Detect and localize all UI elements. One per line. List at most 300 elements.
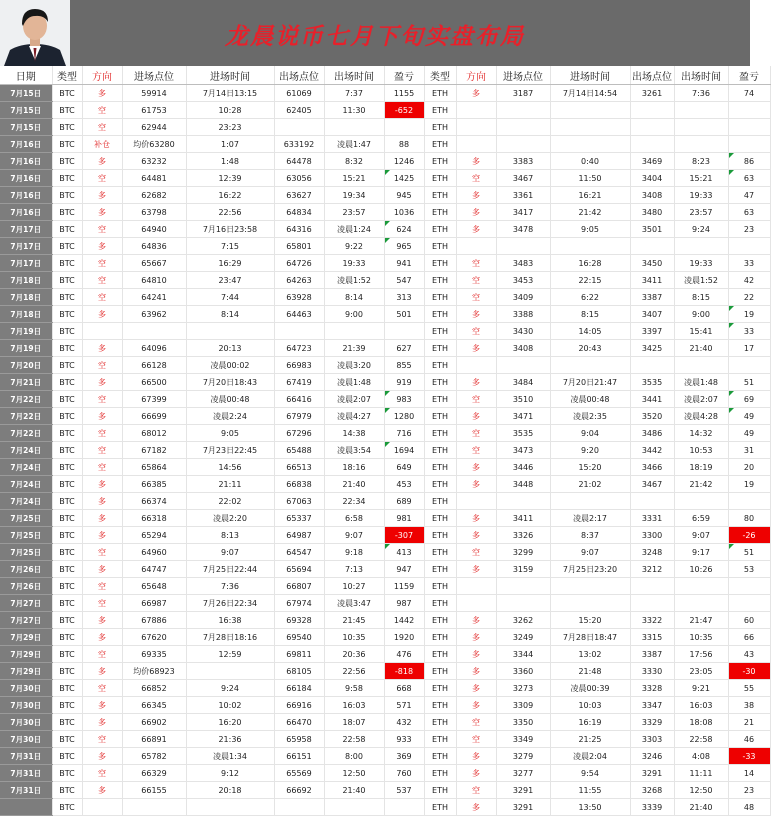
btc-exit-price-cell: 61069 (274, 85, 324, 102)
table-row (0, 595, 770, 612)
btc-pnl-cell: 1159 (384, 578, 424, 595)
btc-entry-price-cell: 65294 (122, 527, 186, 544)
table-row (0, 408, 770, 425)
eth-direction-cell: 多 (456, 612, 496, 629)
btc-pnl-cell: 1920 (384, 629, 424, 646)
date-cell: 7月15日 (0, 102, 52, 119)
eth-type-cell: ETH (424, 136, 456, 153)
date-cell: 7月27日 (0, 612, 52, 629)
btc-direction-cell: 多 (82, 612, 122, 629)
eth-pnl-cell: -30 (728, 663, 770, 680)
eth-direction-cell: 多 (456, 476, 496, 493)
table-row (0, 561, 770, 578)
eth-direction-cell: 多 (456, 748, 496, 765)
btc-entry-price-cell: 66987 (122, 595, 186, 612)
btc-exit-price-cell: 633192 (274, 136, 324, 153)
eth-type-cell: ETH (424, 425, 456, 442)
eth-pnl-cell: 20 (728, 459, 770, 476)
date-cell: 7月31日 (0, 748, 52, 765)
btc-pnl-cell: 369 (384, 748, 424, 765)
eth-direction-cell: 空 (456, 289, 496, 306)
btc-exit-time-cell: 凌晨1:48 (324, 374, 384, 391)
eth-entry-time-cell: 9:04 (550, 425, 630, 442)
btc-entry-price-cell: 65782 (122, 748, 186, 765)
btc-pnl-cell: 716 (384, 425, 424, 442)
btc-pnl-cell: -307 (384, 527, 424, 544)
btc-type-cell: BTC (52, 85, 82, 102)
btc-entry-price-cell: 69335 (122, 646, 186, 663)
eth-entry-time-cell: 凌晨00:48 (550, 391, 630, 408)
eth-direction-cell: 空 (456, 782, 496, 799)
btc-pnl-cell: 919 (384, 374, 424, 391)
btc-entry-price-cell: 61753 (122, 102, 186, 119)
btc-pnl-cell: 668 (384, 680, 424, 697)
btc-entry-price-cell: 59914 (122, 85, 186, 102)
btc-type-cell: BTC (52, 204, 82, 221)
eth-direction-cell: 多 (456, 646, 496, 663)
header-eth-pnl: 盈亏 (728, 66, 770, 85)
eth-exit-price-cell: 3425 (630, 340, 674, 357)
btc-direction-cell: 补仓 (82, 136, 122, 153)
eth-exit-price-cell: 3387 (630, 646, 674, 663)
eth-entry-time-cell: 10:03 (550, 697, 630, 714)
btc-pnl-cell: 983 (384, 391, 424, 408)
eth-entry-price-cell: 3187 (496, 85, 550, 102)
btc-exit-time-cell: 14:38 (324, 425, 384, 442)
btc-type-cell: BTC (52, 561, 82, 578)
eth-exit-price-cell: 3246 (630, 748, 674, 765)
btc-type-cell: BTC (52, 799, 82, 816)
btc-exit-time-cell: 22:34 (324, 493, 384, 510)
eth-type-cell: ETH (424, 357, 456, 374)
btc-entry-time-cell: 20:13 (186, 340, 274, 357)
eth-exit-time-cell: 4:08 (674, 748, 728, 765)
eth-entry-time-cell (550, 102, 630, 119)
btc-pnl-cell: 855 (384, 357, 424, 374)
eth-exit-price-cell: 3248 (630, 544, 674, 561)
date-cell: 7月17日 (0, 255, 52, 272)
eth-exit-time-cell: 7:36 (674, 85, 728, 102)
btc-direction-cell: 多 (82, 340, 122, 357)
btc-entry-price-cell: 63232 (122, 153, 186, 170)
eth-entry-price-cell: 3510 (496, 391, 550, 408)
date-cell: 7月25日 (0, 510, 52, 527)
eth-direction-cell (456, 119, 496, 136)
eth-exit-time-cell (674, 578, 728, 595)
eth-exit-price-cell: 3501 (630, 221, 674, 238)
date-cell: 7月24日 (0, 476, 52, 493)
eth-direction-cell: 多 (456, 629, 496, 646)
btc-entry-time-cell (186, 799, 274, 816)
header-eth-direction: 方向 (456, 66, 496, 85)
eth-pnl-cell (728, 102, 770, 119)
eth-exit-price-cell: 3397 (630, 323, 674, 340)
table-row (0, 748, 770, 765)
eth-exit-price-cell: 3469 (630, 153, 674, 170)
eth-pnl-cell: 63 (728, 170, 770, 187)
btc-entry-price-cell: 64481 (122, 170, 186, 187)
table-row (0, 544, 770, 561)
btc-direction-cell: 空 (82, 391, 122, 408)
btc-entry-time-cell: 20:18 (186, 782, 274, 799)
btc-pnl-cell: 947 (384, 561, 424, 578)
eth-exit-time-cell: 6:59 (674, 510, 728, 527)
btc-exit-time-cell: 10:35 (324, 629, 384, 646)
eth-entry-price-cell: 3430 (496, 323, 550, 340)
eth-exit-time-cell: 11:11 (674, 765, 728, 782)
eth-entry-price-cell: 3411 (496, 510, 550, 527)
btc-pnl-cell: 313 (384, 289, 424, 306)
btc-exit-price-cell: 66416 (274, 391, 324, 408)
btc-direction-cell: 多 (82, 187, 122, 204)
table-row (0, 374, 770, 391)
eth-type-cell: ETH (424, 306, 456, 323)
eth-type-cell: ETH (424, 595, 456, 612)
btc-pnl-cell: 1442 (384, 612, 424, 629)
eth-direction-cell (456, 578, 496, 595)
btc-entry-price-cell: 64940 (122, 221, 186, 238)
btc-direction-cell: 多 (82, 306, 122, 323)
eth-direction-cell: 多 (456, 221, 496, 238)
btc-type-cell: BTC (52, 187, 82, 204)
btc-entry-time-cell: 7:44 (186, 289, 274, 306)
table-row (0, 289, 770, 306)
btc-entry-time-cell: 9:05 (186, 425, 274, 442)
eth-pnl-cell (728, 119, 770, 136)
btc-type-cell: BTC (52, 765, 82, 782)
btc-exit-price-cell: 64478 (274, 153, 324, 170)
date-cell: 7月16日 (0, 170, 52, 187)
table-row (0, 663, 770, 680)
btc-exit-time-cell: 8:00 (324, 748, 384, 765)
btc-exit-price-cell: 65958 (274, 731, 324, 748)
table-row (0, 85, 770, 102)
date-cell: 7月24日 (0, 442, 52, 459)
btc-pnl-cell: 547 (384, 272, 424, 289)
btc-exit-time-cell: 19:33 (324, 255, 384, 272)
table-row (0, 391, 770, 408)
btc-type-cell: BTC (52, 323, 82, 340)
eth-exit-price-cell (630, 238, 674, 255)
eth-exit-price-cell: 3261 (630, 85, 674, 102)
date-cell: 7月22日 (0, 391, 52, 408)
btc-exit-time-cell: 9:58 (324, 680, 384, 697)
eth-exit-price-cell: 3212 (630, 561, 674, 578)
eth-exit-price-cell: 3520 (630, 408, 674, 425)
eth-type-cell: ETH (424, 391, 456, 408)
eth-exit-price-cell: 3486 (630, 425, 674, 442)
eth-exit-price-cell: 3442 (630, 442, 674, 459)
eth-pnl-cell (728, 493, 770, 510)
eth-pnl-cell: 21 (728, 714, 770, 731)
table-row (0, 272, 770, 289)
date-cell: 7月16日 (0, 187, 52, 204)
btc-entry-time-cell: 16:29 (186, 255, 274, 272)
eth-type-cell: ETH (424, 629, 456, 646)
btc-type-cell: BTC (52, 306, 82, 323)
btc-entry-price-cell: 62944 (122, 119, 186, 136)
eth-entry-time-cell: 21:48 (550, 663, 630, 680)
date-cell: 7月18日 (0, 289, 52, 306)
btc-pnl-cell: 689 (384, 493, 424, 510)
eth-exit-time-cell: 15:41 (674, 323, 728, 340)
eth-entry-price-cell (496, 102, 550, 119)
btc-type-cell: BTC (52, 442, 82, 459)
btc-entry-time-cell: 10:28 (186, 102, 274, 119)
eth-entry-time-cell: 16:19 (550, 714, 630, 731)
eth-exit-time-cell: 凌晨4:28 (674, 408, 728, 425)
btc-entry-time-cell: 9:12 (186, 765, 274, 782)
eth-direction-cell: 多 (456, 799, 496, 816)
btc-type-cell: BTC (52, 476, 82, 493)
btc-entry-price-cell: 66699 (122, 408, 186, 425)
eth-entry-price-cell: 3277 (496, 765, 550, 782)
btc-exit-price-cell: 64463 (274, 306, 324, 323)
eth-type-cell: ETH (424, 102, 456, 119)
eth-exit-price-cell (630, 136, 674, 153)
eth-entry-price-cell: 3471 (496, 408, 550, 425)
btc-exit-price-cell: 64987 (274, 527, 324, 544)
btc-entry-price-cell: 66374 (122, 493, 186, 510)
eth-pnl-cell: 46 (728, 731, 770, 748)
btc-exit-price-cell: 65337 (274, 510, 324, 527)
btc-exit-time-cell: 18:16 (324, 459, 384, 476)
eth-exit-price-cell: 3322 (630, 612, 674, 629)
table-body (0, 85, 770, 816)
btc-entry-price-cell: 66128 (122, 357, 186, 374)
eth-pnl-cell (728, 238, 770, 255)
eth-pnl-cell: 60 (728, 612, 770, 629)
eth-direction-cell: 多 (456, 374, 496, 391)
eth-direction-cell (456, 238, 496, 255)
eth-direction-cell (456, 493, 496, 510)
btc-exit-price-cell: 66513 (274, 459, 324, 476)
table-row (0, 782, 770, 799)
eth-direction-cell: 空 (456, 544, 496, 561)
btc-exit-price-cell (274, 323, 324, 340)
eth-direction-cell: 空 (456, 272, 496, 289)
eth-pnl-cell: 43 (728, 646, 770, 663)
eth-entry-time-cell: 15:20 (550, 612, 630, 629)
btc-entry-time-cell: 23:47 (186, 272, 274, 289)
btc-exit-price-cell: 63056 (274, 170, 324, 187)
eth-pnl-cell (728, 357, 770, 374)
table-row (0, 255, 770, 272)
eth-direction-cell: 多 (456, 765, 496, 782)
eth-entry-time-cell: 凌晨2:17 (550, 510, 630, 527)
eth-entry-time-cell: 9:54 (550, 765, 630, 782)
eth-entry-price-cell: 3344 (496, 646, 550, 663)
btc-direction-cell: 多 (82, 493, 122, 510)
btc-pnl-cell: 987 (384, 595, 424, 612)
btc-type-cell: BTC (52, 425, 82, 442)
eth-pnl-cell: 74 (728, 85, 770, 102)
btc-direction-cell: 空 (82, 765, 122, 782)
eth-entry-price-cell: 3291 (496, 799, 550, 816)
eth-type-cell: ETH (424, 170, 456, 187)
btc-entry-time-cell: 8:14 (186, 306, 274, 323)
eth-entry-price-cell (496, 136, 550, 153)
eth-exit-time-cell: 凌晨1:48 (674, 374, 728, 391)
btc-exit-price-cell (274, 119, 324, 136)
header-exit-price: 出场点位 (274, 66, 324, 85)
eth-type-cell: ETH (424, 799, 456, 816)
eth-exit-price-cell: 3330 (630, 663, 674, 680)
eth-entry-time-cell: 16:21 (550, 187, 630, 204)
eth-exit-time-cell: 9:07 (674, 527, 728, 544)
btc-direction-cell: 多 (82, 663, 122, 680)
eth-entry-time-cell: 21:02 (550, 476, 630, 493)
eth-exit-time-cell: 9:00 (674, 306, 728, 323)
eth-pnl-cell: 22 (728, 289, 770, 306)
eth-exit-time-cell (674, 102, 728, 119)
eth-type-cell: ETH (424, 374, 456, 391)
btc-type-cell: BTC (52, 153, 82, 170)
btc-type-cell: BTC (52, 527, 82, 544)
btc-direction-cell: 多 (82, 748, 122, 765)
table-row (0, 119, 770, 136)
btc-type-cell: BTC (52, 340, 82, 357)
eth-exit-price-cell: 3450 (630, 255, 674, 272)
eth-type-cell: ETH (424, 408, 456, 425)
btc-direction-cell: 多 (82, 782, 122, 799)
btc-type-cell: BTC (52, 680, 82, 697)
btc-exit-time-cell (324, 799, 384, 816)
btc-direction-cell: 空 (82, 425, 122, 442)
btc-entry-time-cell: 凌晨2:20 (186, 510, 274, 527)
eth-pnl-cell: 23 (728, 221, 770, 238)
eth-direction-cell: 空 (456, 323, 496, 340)
btc-exit-time-cell: 7:37 (324, 85, 384, 102)
btc-direction-cell: 空 (82, 289, 122, 306)
btc-exit-price-cell: 65694 (274, 561, 324, 578)
btc-direction-cell: 多 (82, 153, 122, 170)
eth-entry-time-cell (550, 238, 630, 255)
btc-exit-time-cell: 凌晨3:20 (324, 357, 384, 374)
btc-entry-price-cell: 64960 (122, 544, 186, 561)
header-eth-type: 类型 (424, 66, 456, 85)
eth-direction-cell: 多 (456, 85, 496, 102)
eth-entry-time-cell: 11:50 (550, 170, 630, 187)
btc-exit-price-cell: 63928 (274, 289, 324, 306)
btc-exit-time-cell: 12:50 (324, 765, 384, 782)
table-row (0, 731, 770, 748)
eth-exit-price-cell: 3339 (630, 799, 674, 816)
eth-pnl-cell: 53 (728, 561, 770, 578)
eth-pnl-cell: 42 (728, 272, 770, 289)
eth-entry-price-cell (496, 119, 550, 136)
eth-pnl-cell: 23 (728, 782, 770, 799)
btc-entry-price-cell: 65864 (122, 459, 186, 476)
table-row (0, 153, 770, 170)
eth-direction-cell: 多 (456, 510, 496, 527)
eth-pnl-cell: -26 (728, 527, 770, 544)
eth-direction-cell: 空 (456, 714, 496, 731)
btc-entry-time-cell: 9:24 (186, 680, 274, 697)
eth-direction-cell: 多 (456, 680, 496, 697)
btc-exit-price-cell: 66151 (274, 748, 324, 765)
btc-entry-price-cell: 67886 (122, 612, 186, 629)
eth-entry-price-cell: 3409 (496, 289, 550, 306)
eth-entry-time-cell: 凌晨2:04 (550, 748, 630, 765)
btc-entry-price-cell: 66500 (122, 374, 186, 391)
btc-type-cell: BTC (52, 697, 82, 714)
eth-entry-price-cell: 3279 (496, 748, 550, 765)
eth-exit-price-cell (630, 493, 674, 510)
eth-exit-time-cell: 10:26 (674, 561, 728, 578)
btc-type-cell: BTC (52, 391, 82, 408)
btc-direction-cell (82, 323, 122, 340)
btc-pnl-cell: 945 (384, 187, 424, 204)
eth-direction-cell: 空 (456, 731, 496, 748)
btc-entry-price-cell: 65648 (122, 578, 186, 595)
btc-entry-time-cell (186, 663, 274, 680)
eth-exit-time-cell (674, 238, 728, 255)
btc-pnl-cell (384, 323, 424, 340)
btc-pnl-cell: 1036 (384, 204, 424, 221)
btc-pnl-cell: -652 (384, 102, 424, 119)
btc-entry-time-cell: 8:13 (186, 527, 274, 544)
table-row (0, 136, 770, 153)
eth-entry-time-cell: 7月28日18:47 (550, 629, 630, 646)
table-row (0, 697, 770, 714)
eth-entry-time-cell: 21:42 (550, 204, 630, 221)
eth-exit-time-cell: 9:21 (674, 680, 728, 697)
eth-pnl-cell: 31 (728, 442, 770, 459)
eth-entry-price-cell: 3299 (496, 544, 550, 561)
eth-pnl-cell: 63 (728, 204, 770, 221)
eth-direction-cell: 多 (456, 459, 496, 476)
eth-type-cell: ETH (424, 187, 456, 204)
eth-entry-time-cell (550, 595, 630, 612)
eth-direction-cell (456, 357, 496, 374)
btc-entry-time-cell: 7月26日22:34 (186, 595, 274, 612)
eth-direction-cell: 多 (456, 340, 496, 357)
table-row (0, 459, 770, 476)
eth-entry-time-cell: 20:43 (550, 340, 630, 357)
eth-entry-price-cell: 3388 (496, 306, 550, 323)
btc-entry-time-cell: 12:39 (186, 170, 274, 187)
btc-exit-time-cell: 10:27 (324, 578, 384, 595)
btc-exit-price-cell: 65801 (274, 238, 324, 255)
eth-pnl-cell: 49 (728, 408, 770, 425)
btc-entry-time-cell: 1:07 (186, 136, 274, 153)
eth-pnl-cell: 33 (728, 255, 770, 272)
btc-pnl-cell: 501 (384, 306, 424, 323)
eth-entry-price-cell: 3478 (496, 221, 550, 238)
btc-entry-price-cell: 62682 (122, 187, 186, 204)
header-banner (0, 0, 750, 66)
eth-exit-time-cell: 9:24 (674, 221, 728, 238)
eth-entry-time-cell (550, 357, 630, 374)
table-row (0, 612, 770, 629)
eth-entry-price-cell: 3467 (496, 170, 550, 187)
btc-type-cell: BTC (52, 221, 82, 238)
eth-type-cell: ETH (424, 323, 456, 340)
eth-exit-time-cell: 21:47 (674, 612, 728, 629)
date-cell: 7月25日 (0, 544, 52, 561)
table-row (0, 238, 770, 255)
btc-entry-time-cell: 10:02 (186, 697, 274, 714)
eth-type-cell: ETH (424, 255, 456, 272)
eth-exit-price-cell: 3407 (630, 306, 674, 323)
btc-type-cell: BTC (52, 238, 82, 255)
btc-direction-cell: 空 (82, 646, 122, 663)
date-cell: 7月30日 (0, 714, 52, 731)
btc-entry-price-cell (122, 799, 186, 816)
btc-exit-price-cell: 65488 (274, 442, 324, 459)
btc-exit-price-cell: 63627 (274, 187, 324, 204)
